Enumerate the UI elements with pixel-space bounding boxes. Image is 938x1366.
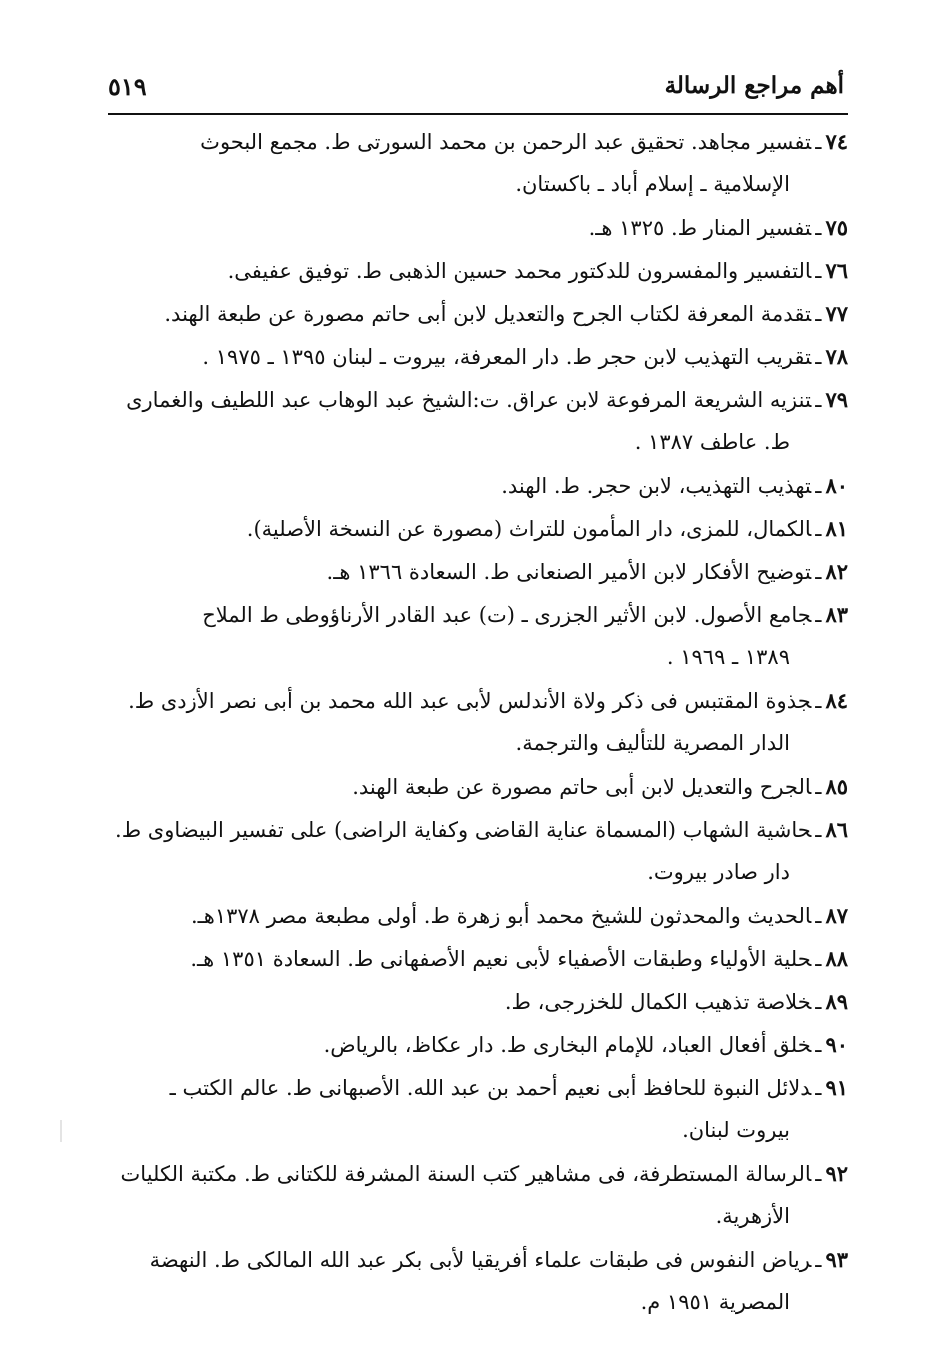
reference-entry-75: ٧٥ـتفسير المنار ط. ١٣٢٥ هـ. [588, 215, 848, 240]
entry-text: حاشية الشهاب (المسماة عناية القاضى وكفاية الراضى) على تفسير البيضاوى ط. [115, 818, 812, 842]
reference-entry-82: ٨٢ـتوضيح الأفكار لابن الأمير الصنعانى ط. السعادة ١٣٦٦ هـ. [326, 559, 848, 584]
entry-text: خلق أفعال العباد، للإمام البخارى ط. دار عكاظ، بالرياض. [323, 1033, 812, 1057]
entry-text: تقريب التهذيب لابن حجر ط. دار المعرفة، بيروت ـ لبنان ١٣٩٥ ـ ١٩٧٥ . [202, 345, 812, 369]
entry-text: جامع الأصول. لابن الأثير الجزرى ـ (ت) عبد القادر الأرناؤوطى ط الملاح [202, 603, 812, 627]
entry-number: ٧٧ [825, 301, 848, 326]
reference-entry-88: ٨٨ـحلية الأولياء وطبقات الأصفياء لأبى نعيم الأصفهانى ط. السعادة ١٣٥١ هـ. [190, 946, 848, 971]
page-header [108, 68, 844, 108]
entry-number: ٧٨ [825, 344, 848, 369]
entry-text: تنزيه الشريعة المرفوعة لابن عراق. ت:الشيخ عبد الوهاب عبد اللطيف والغمارى [126, 388, 812, 412]
reference-entry-76: ٧٦ـالتفسير والمفسرون للدكتور محمد حسين الذهبى ط. توفيق عفيفى. [227, 258, 848, 283]
reference-entry-78: ٧٨ـتقريب التهذيب لابن حجر ط. دار المعرفة، بيروت ـ لبنان ١٣٩٥ ـ ١٩٧٥ . [202, 344, 848, 369]
entry-number: ٨٥ [825, 774, 848, 799]
entry-continuation: بيروت لبنان. [682, 1118, 790, 1142]
entry-text: تفسير المنار ط. ١٣٢٥ هـ. [588, 216, 812, 240]
entry-number: ٨١ [825, 516, 848, 541]
entry-continuation: الدار المصرية للتأليف والترجمة. [515, 731, 790, 755]
entry-number: ٨٣ [825, 602, 848, 627]
entry-number: ٨٦ [825, 817, 848, 842]
scan-mark [60, 1120, 62, 1142]
reference-entry-77: ٧٧ـتقدمة المعرفة لكتاب الجرح والتعديل لابن أبى حاتم مصورة عن طبعة الهند. [164, 301, 848, 326]
references-list [108, 120, 848, 1314]
reference-entry-87: ٨٧ـالحديث والمحدثون للشيخ محمد أبو زهرة ط. أولى مطبعة مصر ١٣٧٨هـ. [190, 903, 848, 928]
entry-number: ٨٤ [825, 688, 848, 713]
reference-entry-79: ٧٩ـتنزيه الشريعة المرفوعة لابن عراق. ت:الشيخ عبد الوهاب عبد اللطيف والغمارى ط. عاطف ١٣٨٧ . [108, 378, 848, 464]
entry-number: ٩١ [825, 1075, 848, 1100]
entry-text: جذوة المقتبس فى ذكر ولاة الأندلس لأبى عبد الله محمد بن أبى نصر الأزدى ط. [128, 689, 812, 713]
reference-entry-93: ٩٣ـرياض النفوس فى طبقات علماء أفريقيا لأبى بكر عبد الله المالكى ط. النهضة المصرية ١٩٥١ م. [108, 1238, 848, 1324]
page-number: ٥١٩ [108, 72, 147, 101]
entry-number: ٨٩ [825, 989, 848, 1014]
entry-text: حلية الأولياء وطبقات الأصفياء لأبى نعيم الأصفهانى ط. السعادة ١٣٥١ هـ. [190, 947, 812, 971]
entry-text: الحديث والمحدثون للشيخ محمد أبو زهرة ط. أولى مطبعة مصر ١٣٧٨هـ. [190, 904, 812, 928]
entry-number: ٩٢ [825, 1161, 848, 1186]
entry-text: الكمال، للمزى، دار المأمون للتراث (مصورة عن النسخة الأصلية). [246, 517, 812, 541]
header-divider [108, 113, 848, 115]
entry-number: ٧٤ [825, 129, 848, 154]
reference-entry-92: ٩٢ـالرسالة المستطرفة، فى مشاهير كتب السنة المشرفة للكتانى ط. مكتبة الكليات الأزهرية. [108, 1152, 848, 1238]
entry-number: ٨٧ [825, 903, 848, 928]
reference-entry-90: ٩٠ـخلق أفعال العباد، للإمام البخارى ط. دار عكاظ، بالرياض. [323, 1032, 848, 1057]
running-title: أهم مراجع الرسالة [664, 72, 844, 99]
entry-continuation: دار صادر بيروت. [647, 860, 790, 884]
reference-entry-86: ٨٦ـحاشية الشهاب (المسماة عناية القاضى وكفاية الراضى) على تفسير البيضاوى ط. دار صادر بيروت. [108, 808, 848, 894]
entry-text: توضيح الأفكار لابن الأمير الصنعانى ط. السعادة ١٣٦٦ هـ. [326, 560, 812, 584]
reference-entry-84: ٨٤ـجذوة المقتبس فى ذكر ولاة الأندلس لأبى عبد الله محمد بن أبى نصر الأزدى ط. الدار المصرية للتأليف والترجمة. [108, 679, 848, 765]
reference-entry-83: ٨٣ـجامع الأصول. لابن الأثير الجزرى ـ (ت) عبد القادر الأرناؤوطى ط الملاح ١٣٨٩ ـ ١٩٦٩ . [108, 593, 848, 679]
entry-number: ٧٩ [825, 387, 848, 412]
entry-number: ٨٠ [825, 473, 848, 498]
entry-continuation: ط. عاطف ١٣٨٧ . [634, 430, 790, 454]
entry-continuation: ١٣٨٩ ـ ١٩٦٩ . [666, 645, 790, 669]
entry-continuation: المصرية ١٩٥١ م. [640, 1290, 790, 1314]
entry-text: رياض النفوس فى طبقات علماء أفريقيا لأبى بكر عبد الله المالكى ط. النهضة [149, 1248, 812, 1272]
entry-text: الرسالة المستطرفة، فى مشاهير كتب السنة المشرفة للكتانى ط. مكتبة الكليات [120, 1162, 812, 1186]
entry-number: ٨٨ [825, 946, 848, 971]
reference-entry-89: ٨٩ـخلاصة تذهيب الكمال للخزرجى، ط. [504, 989, 848, 1014]
reference-entry-81: ٨١ـالكمال، للمزى، دار المأمون للتراث (مصورة عن النسخة الأصلية). [246, 516, 848, 541]
reference-entry-74: ٧٤ـتفسير مجاهد. تحقيق عبد الرحمن بن محمد السورتى ط. مجمع البحوث الإسلامية ـ إسلام أباد ـ باكستان. [108, 120, 848, 206]
entry-continuation: الإسلامية ـ إسلام أباد ـ باكستان. [515, 172, 790, 196]
entry-continuation: الأزهرية. [715, 1204, 790, 1228]
reference-entry-80: ٨٠ـتهذيب التهذيب، لابن حجر. ط. الهند. [501, 473, 848, 498]
entry-number: ٨٢ [825, 559, 848, 584]
entry-number: ٧٥ [825, 215, 848, 240]
entry-text: الجرح والتعديل لابن أبى حاتم مصورة عن طبعة الهند. [352, 775, 812, 799]
entry-number: ٩٠ [825, 1032, 848, 1057]
entry-number: ٧٦ [825, 258, 848, 283]
entry-text: تقدمة المعرفة لكتاب الجرح والتعديل لابن أبى حاتم مصورة عن طبعة الهند. [164, 302, 812, 326]
entry-text: تفسير مجاهد. تحقيق عبد الرحمن بن محمد السورتى ط. مجمع البحوث [200, 130, 812, 154]
entry-text: تهذيب التهذيب، لابن حجر. ط. الهند. [501, 474, 812, 498]
entry-text: دلائل النبوة للحافظ أبى نعيم أحمد بن عبد الله. الأصبهانى ط. عالم الكتب ـ [169, 1076, 812, 1100]
entry-text: التفسير والمفسرون للدكتور محمد حسين الذهبى ط. توفيق عفيفى. [227, 259, 812, 283]
entry-number: ٩٣ [825, 1247, 848, 1272]
entry-text: خلاصة تذهيب الكمال للخزرجى، ط. [504, 990, 812, 1014]
reference-entry-85: ٨٥ـالجرح والتعديل لابن أبى حاتم مصورة عن طبعة الهند. [352, 774, 848, 799]
reference-entry-91: ٩١ـدلائل النبوة للحافظ أبى نعيم أحمد بن عبد الله. الأصبهانى ط. عالم الكتب ـ بيروت لبنان. [108, 1066, 848, 1152]
